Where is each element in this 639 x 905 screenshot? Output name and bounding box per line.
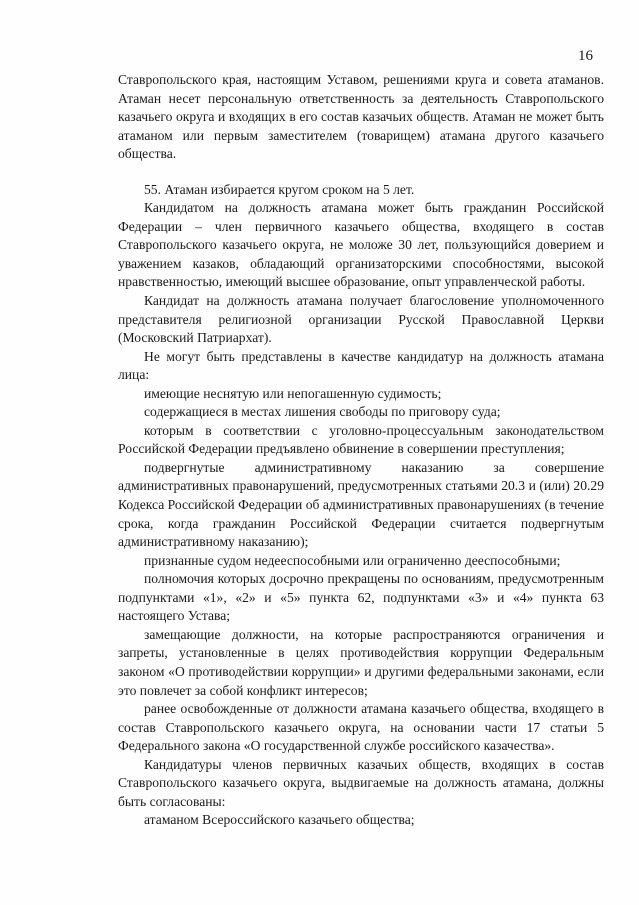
list-item-early-termination: полномочия которых досрочно прекращены по основаниям, предусмотренным подпунктами «1», «2» и «5» пункта 62, подпунктами «3» и «4» пункта 63 настоящего Устава; — [118, 571, 604, 624]
paragraph-ineligible-intro: Не могут быть представлены в качестве кандидатур на должность атамана лица: — [118, 348, 604, 383]
list-item-imprisoned: содержащиеся в местах лишения свободы по приговору суда; — [144, 404, 501, 420]
list-item-administrative-penalty: подвергнутые административному наказанию за совершение административных правонарушений, предусмотренных статьями 20.3 и (или) 20.29 Кодекса Российской Федерации об административных правонарушениях (в течение срока, когда гражданин Российской Федерации считается подвергнутым административному наказанию); — [118, 459, 604, 550]
list-item-previously-dismissed: ранее освобожденные от должности атамана казачьего общества, входящего в состав Ставропольского казачьего округа, на основании части 17 статьи 5 Федерального закона «О государственной службе российского казачества». — [118, 701, 604, 754]
list-item-charged: которым в соответствии с уголовно-процессуальным законодательством Российской Федерации предъявлено обвинение в совершении преступления; — [118, 422, 604, 457]
paragraph-candidate-approval: Кандидатуры членов первичных казачьих обществ, входящих в состав Ставропольского казачьего округа, выдвигаемые на должность атамана, должны быть согласованы: — [118, 756, 604, 809]
paragraph-candidate-requirements: Кандидатом на должность атамана может быть гражданин Российской Федерации – член первичного казачьего общества, входящего в состав Ставропольского казачьего округа, не моложе 30 лет, пользующийся доверием и уважением казаков, обладающий организаторскими способностями, высокой нравственностью, имеющий высшее образование, опыт управленческой работы. — [118, 200, 604, 290]
list-item-incapacitated: признанные судом недееспособными или ограниченно дееспособными; — [144, 552, 561, 568]
list-item-all-russian-ataman: атаманом Всероссийского казачьего общества; — [144, 812, 415, 828]
page-number: 16 — [578, 48, 593, 64]
paragraph-clause-55: 55. Атаман избирается кругом сроком на 5 лет. — [144, 181, 415, 197]
paragraph-atamans-responsibility: Ставропольского края, настоящим Уставом, решениями круга и совета атаманов. Атаман несет персональную ответственность за деятельность Ставропольского казачьего округа и входящих в его состав казачьих обществ. Атаман не может быть атаманом или первым заместителем (товарищем) атамана другого казачьего общества. — [118, 72, 604, 162]
list-item-criminal-record: имеющие неснятую или непогашенную судимость; — [144, 385, 442, 401]
paragraph-blessing: Кандидат на должность атамана получает благословение уполномоченного представителя религиозной организации Русской Православной Церкви (Московский Патриархат). — [118, 293, 604, 346]
document-body — [118, 71, 604, 830]
list-item-anti-corruption: замещающие должности, на которые распространяются ограничения и запреты, установленные в целях противодействия коррупции Федеральным законом «О противодействии коррупции» и другими федеральными законами, если это повлечет за собой конфликт интересов; — [118, 626, 604, 698]
